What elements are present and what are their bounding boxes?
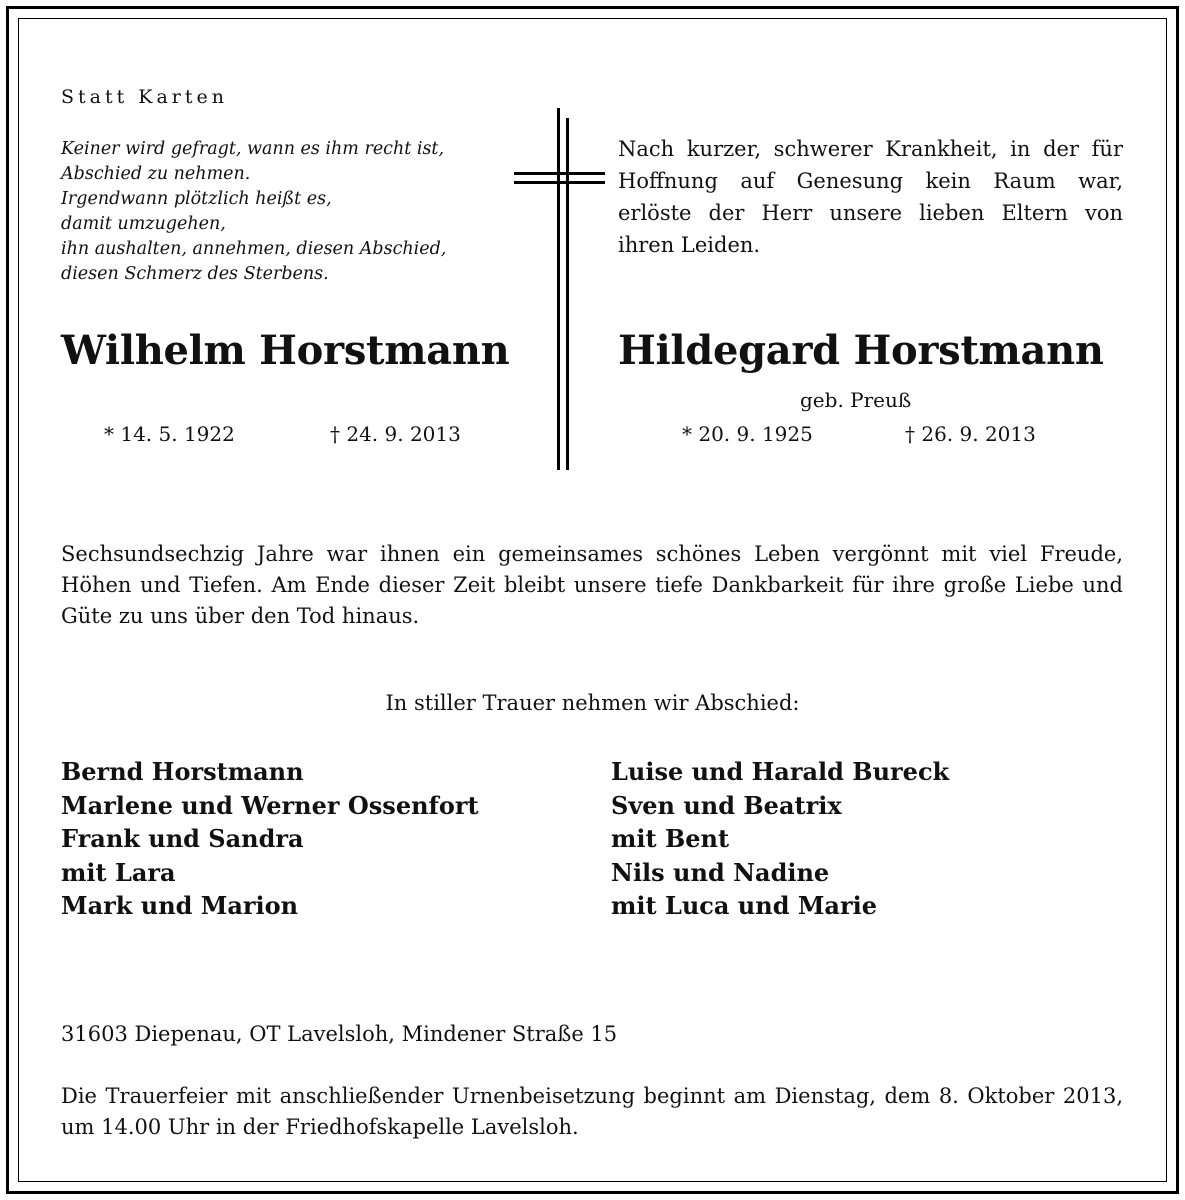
- verse-line: Keiner wird gefragt, wann es ihm recht ist,: [61, 139, 445, 159]
- address: 31603 Diepenau, OT Lavelsloh, Mindener Straße 15: [61, 1022, 618, 1046]
- verse-line: damit umzugehen,: [61, 214, 226, 234]
- header-label: Statt Karten: [61, 86, 229, 108]
- mourner-name: Nils und Nadine: [611, 857, 830, 887]
- verse-line: Irgendwann plötzlich heißt es,: [61, 189, 332, 209]
- verse-block: [61, 137, 446, 287]
- birth-date-wilhelm: * 14. 5. 1922: [104, 422, 235, 446]
- deceased-name-hildegard: Hildegard Horstmann: [618, 327, 1104, 374]
- mourner-name: Bernd Horstmann: [61, 757, 304, 786]
- death-date-hildegard: † 26. 9. 2013: [905, 422, 1036, 446]
- mourner-name: Luise und Harald Bureck: [611, 757, 950, 786]
- deceased-name-wilhelm: Wilhelm Horstmann: [61, 327, 510, 374]
- mourners-right-column: [611, 755, 949, 923]
- cross-horizontal-bar-2: [514, 181, 605, 184]
- mourner-name: Sven und Beatrix: [611, 790, 842, 820]
- cross-vertical-bar-2: [566, 118, 569, 470]
- funeral-info: Die Trauerfeier mit anschließender Urnenbeisetzung beginnt am Dienstag, dem 8. Oktober 2013, um 14.00 Uhr in der Friedhofskapelle Lavelsloh.: [61, 1084, 1123, 1139]
- death-date-wilhelm: † 24. 9. 2013: [330, 422, 461, 446]
- mourner-name: mit Bent: [611, 824, 730, 853]
- verse-line: ihn aushalten, annehmen, diesen Abschied,: [61, 239, 447, 259]
- cross-horizontal-bar-1: [514, 172, 605, 175]
- mourner-name: Frank und Sandra: [61, 824, 304, 853]
- tribute-text: Sechsundsechzig Jahre war ihnen ein gemeinsames schönes Leben vergönnt mit viel Freude, Höhen und Tiefen. Am Ende dieser Zeit bleibt unsere tiefe Dankbarkeit für ihre große Liebe und Güte zu uns über den Tod hinaus.: [61, 542, 1123, 628]
- cross-vertical-bar-1: [557, 108, 560, 470]
- mourning-line: In stiller Trauer nehmen wir Abschied:: [385, 691, 800, 715]
- mourner-name: mit Luca und Marie: [611, 891, 877, 920]
- maiden-name: geb. Preuß: [800, 388, 912, 412]
- verse-line: Abschied zu nehmen.: [61, 164, 251, 184]
- birth-date-hildegard: * 20. 9. 1925: [682, 422, 813, 446]
- mourner-name: Marlene und Werner Ossenfort: [61, 790, 479, 820]
- mourners-left-column: [61, 755, 479, 923]
- verse-line: diesen Schmerz des Sterbens.: [61, 264, 329, 284]
- intro-text: Nach kurzer, schwerer Krankheit, in der für Hoffnung auf Genesung kein Raum war, erlöste der Herr unsere lieben Eltern von ihren Leiden.: [618, 137, 1123, 257]
- mourner-name: Mark und Marion: [61, 891, 299, 920]
- mourner-name: mit Lara: [61, 857, 176, 887]
